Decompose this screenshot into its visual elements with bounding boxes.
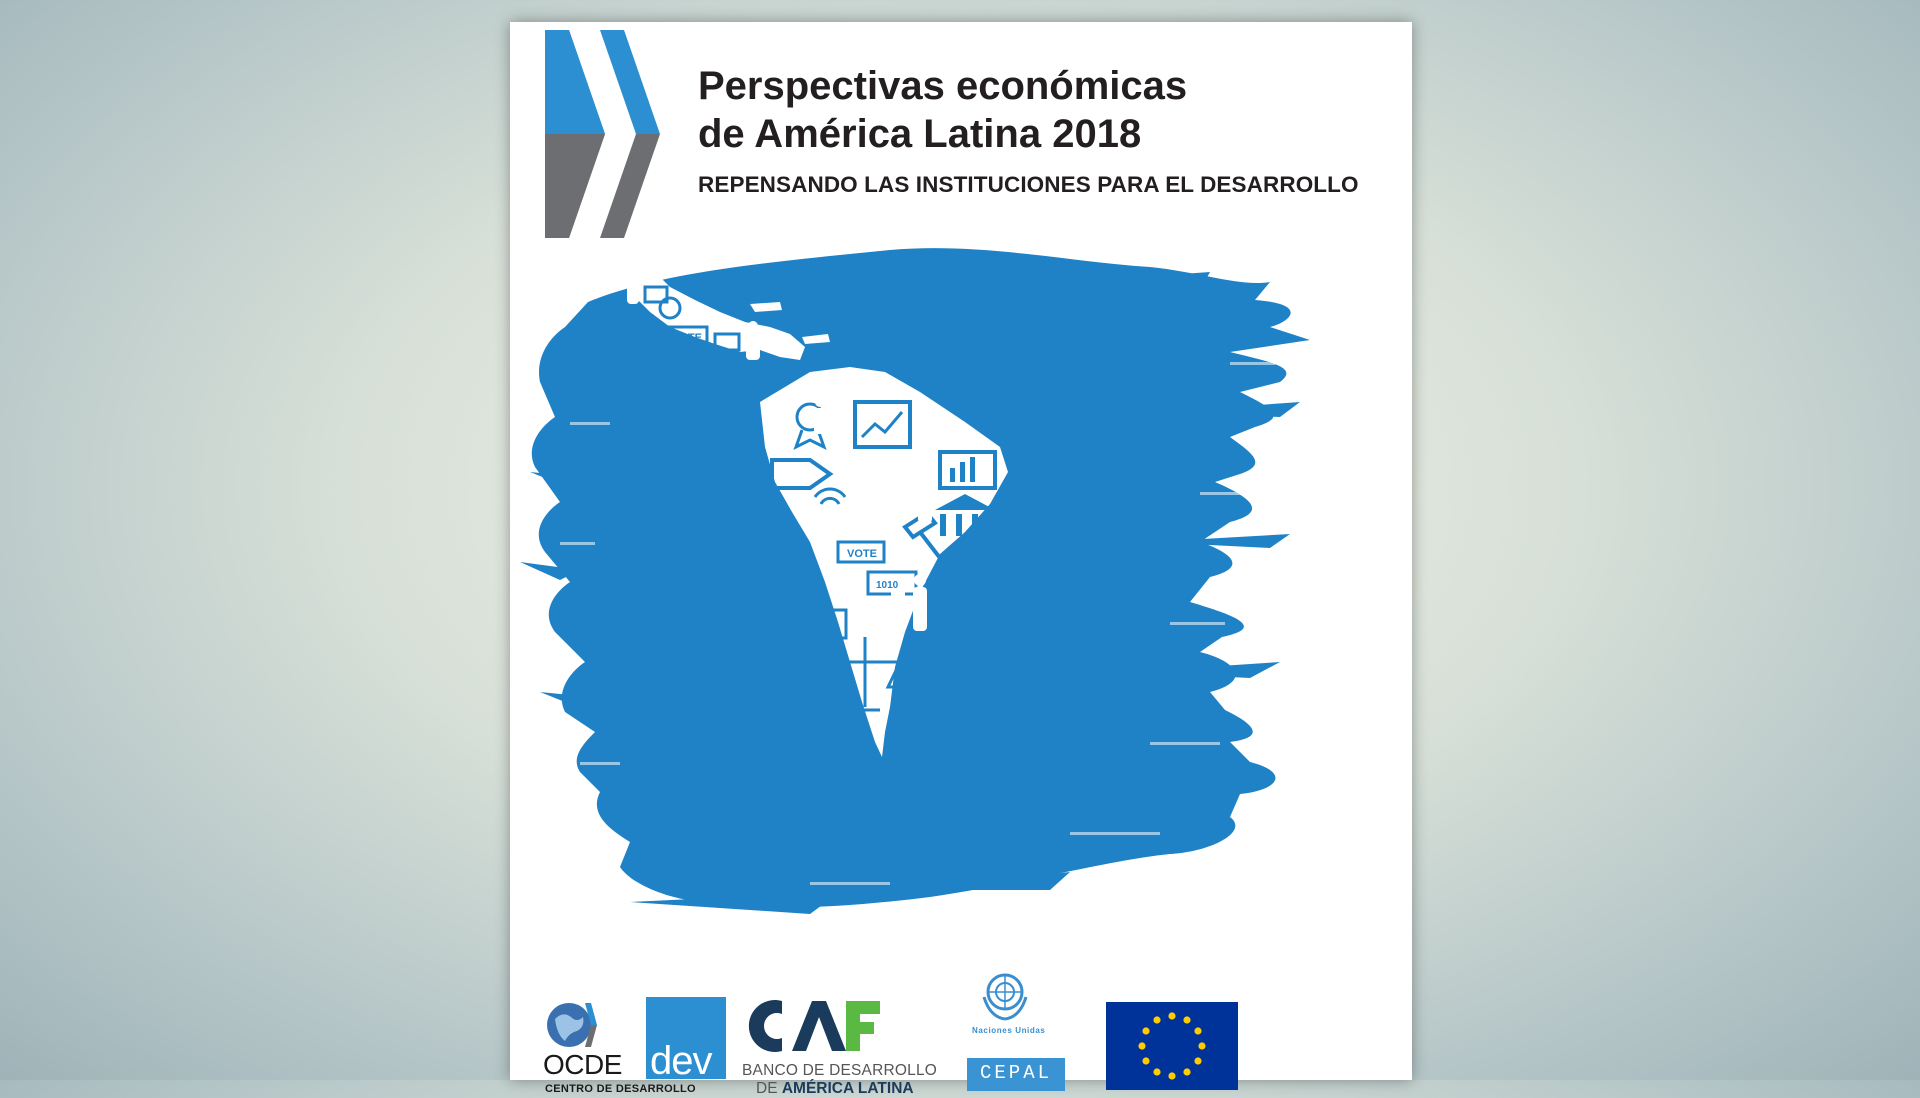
ocde-subtitle: CENTRO DE DESARROLLO	[545, 1083, 696, 1095]
partner-logos	[510, 967, 1412, 1097]
report-cover	[510, 22, 1412, 1097]
caf-line-1: BANCO DE DESARROLLO	[742, 1062, 938, 1079]
eu-flag-icon	[1106, 1002, 1238, 1090]
binary-label: 1010	[876, 580, 899, 591]
cepal-wordmark: CEPAL	[979, 1062, 1052, 1084]
vote-label-north: VOTE	[672, 332, 702, 344]
report-title	[698, 62, 1348, 158]
caf-line-2	[756, 1080, 914, 1098]
dev-wordmark: dev	[650, 1039, 712, 1083]
title-line-1: Perspectivas económicas	[698, 64, 1188, 108]
ocde-wordmark: OCDE	[543, 1049, 622, 1080]
oecd-chevrons-logo	[545, 26, 675, 246]
report-subtitle: REPENSANDO LAS INSTITUCIONES PARA EL DESARROLLO	[698, 172, 1359, 197]
latin-america-brush-illustration	[510, 242, 1412, 962]
vote-label-south: VOTE	[847, 548, 877, 560]
un-emblem-icon	[980, 967, 1030, 1022]
un-label: Naciones Unidas	[972, 1026, 1046, 1035]
caf-line-2-prefix: DE	[756, 1080, 782, 1097]
caf-logo	[742, 995, 882, 1057]
title-line-2: de América Latina 2018	[698, 112, 1142, 156]
ocde-globe-icon	[545, 997, 600, 1052]
caf-line-2-strong: AMÉRICA LATINA	[781, 1080, 914, 1097]
